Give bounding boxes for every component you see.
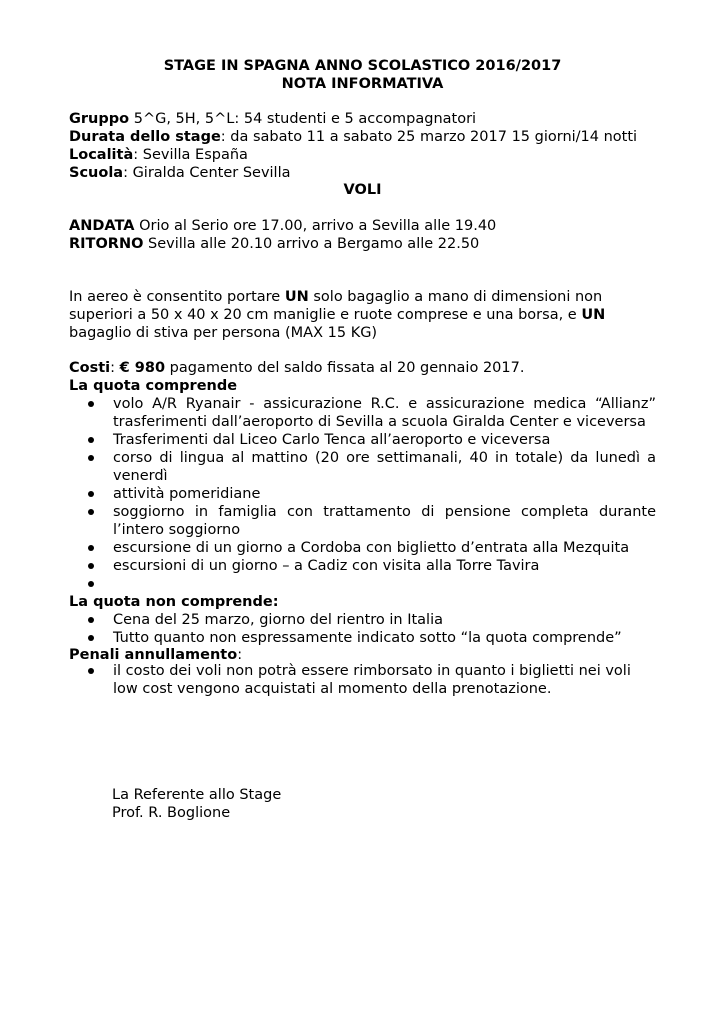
gruppo-value: 5^G, 5H, 5^L: 54 studenti e 5 accompagnatori (129, 111, 477, 127)
list-item: volo A/R Ryanair - assicurazione R.C. e assicurazione medica “Allianz” (113, 396, 656, 412)
list-item: escursioni di un giorno – a Cadiz con visita alla Torre Tavira (113, 558, 540, 574)
list-item-continuation: l’intero soggiorno (113, 522, 241, 538)
andata-label: ANDATA (69, 218, 135, 234)
bagaglio-line-2 (69, 306, 605, 324)
gruppo-line (69, 110, 476, 128)
bullet (88, 455, 94, 461)
bullet (88, 563, 94, 569)
list-item-continuation: trasferimenti dall’aeroporto di Sevilla a scuola Giralda Center e viceversa (113, 414, 646, 430)
list-item: soggiorno in famiglia con trattamento di pensione completa durante (113, 504, 656, 520)
document-subtitle: NOTA INFORMATIVA (281, 76, 444, 92)
bullet (88, 401, 94, 407)
bagaglio-un-1: UN (284, 289, 309, 305)
list-item: attività pomeridiane (113, 486, 261, 502)
ritorno-value: Sevilla alle 20.10 arrivo a Bergamo alle 22.50 (143, 236, 480, 252)
bullet (88, 437, 94, 443)
list-item-continuation: venerdì (113, 468, 168, 484)
list-item: Cena del 25 marzo, giorno del rientro in Italia (113, 612, 443, 628)
bullet (88, 545, 94, 551)
bagaglio-line-1 (69, 288, 602, 306)
localita-value: : Sevilla España (133, 147, 248, 163)
localita-label: Località (69, 147, 134, 163)
bullet (88, 668, 94, 674)
bullet (88, 491, 94, 497)
bagaglio-text-2: solo bagaglio a mano di dimensioni non (308, 289, 603, 305)
non-comprende-heading (69, 593, 279, 611)
durata-value: : da sabato 11 a sabato 25 marzo 2017 15 giorni/14 notti (220, 129, 638, 145)
list-item: Tutto quanto non espressamente indicato sotto “la quota comprende” (113, 630, 622, 646)
penali-heading-text: Penali annullamento (69, 647, 238, 663)
costi-line (69, 359, 524, 377)
ritorno-label: RITORNO (69, 236, 144, 252)
andata-value: Orio al Serio ore 17.00, arrivo a Sevilla alle 19.40 (134, 218, 497, 234)
comprende-heading-text: La quota comprende (69, 378, 238, 394)
firma-role: La Referente allo Stage (112, 787, 282, 803)
list-item: il costo dei voli non potrà essere rimborsato in quanto i biglietti nei voli (113, 663, 631, 679)
gruppo-label: Gruppo (69, 111, 130, 127)
bullet (88, 509, 94, 515)
localita-line (69, 146, 248, 164)
costi-label: Costi (69, 360, 111, 376)
costi-text: pagamento del saldo fissata al 20 gennaio 2017. (165, 360, 525, 376)
ritorno-line (69, 235, 479, 253)
costi-amount: € 980 (119, 360, 166, 376)
scuola-label: Scuola (69, 165, 124, 181)
bagaglio-line-3: bagaglio di stiva per persona (MAX 15 KG) (69, 325, 378, 341)
bagaglio-text-3: superiori a 50 x 40 x 20 cm maniglie e ruote comprese e una borsa, e (69, 307, 582, 323)
list-item: escursione di un giorno a Cordoba con biglietto d’entrata alla Mezquita (113, 540, 630, 556)
penali-colon: : (237, 647, 243, 663)
scuola-line (69, 164, 291, 182)
scuola-value: : Giralda Center Sevilla (123, 165, 291, 181)
non-comprende-heading-text: La quota non comprende: (69, 594, 279, 610)
list-item: corso di lingua al mattino (20 ore settimanali, 40 in totale) da lunedì a (113, 450, 656, 466)
bagaglio-text-1: In aereo è consentito portare (69, 289, 285, 305)
costi-colon: : (110, 360, 120, 376)
bullet (88, 617, 94, 623)
firma-name: Prof. R. Boglione (112, 805, 231, 821)
bullet (88, 581, 94, 587)
bullet (88, 635, 94, 641)
andata-line (69, 217, 496, 235)
list-item: Trasferimenti dal Liceo Carlo Tenca all’aeroporto e viceversa (113, 432, 551, 448)
list-item-continuation: low cost vengono acquistati al momento della prenotazione. (113, 681, 552, 697)
durata-label: Durata dello stage (69, 129, 221, 145)
durata-line (69, 128, 637, 146)
bagaglio-un-2: UN (581, 307, 606, 323)
document-title: STAGE IN SPAGNA ANNO SCOLASTICO 2016/2017 (163, 58, 562, 74)
comprende-heading (69, 377, 237, 395)
voli-heading: VOLI (343, 182, 382, 198)
